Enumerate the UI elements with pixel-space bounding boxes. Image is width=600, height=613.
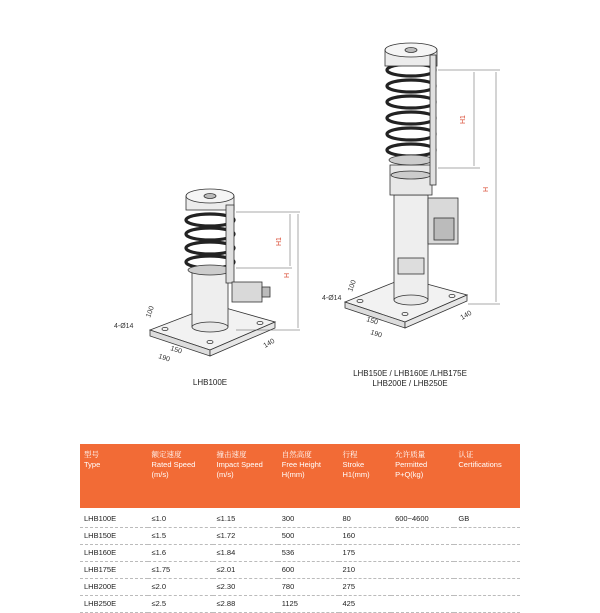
right-dim-holes: 4-Ø14 bbox=[322, 295, 342, 302]
cell-rated-speed: ≤1.0 bbox=[148, 508, 213, 528]
header-certifications: 认证 Certifications bbox=[458, 450, 502, 469]
table-row bbox=[80, 528, 520, 545]
left-dim-h1: H1 bbox=[276, 237, 283, 246]
cell-certifications bbox=[454, 562, 520, 579]
cell-rated-speed: ≤1.5 bbox=[148, 528, 213, 545]
cell-type: LHB175E bbox=[80, 562, 148, 579]
left-dim-holes: 4-Ø14 bbox=[114, 323, 134, 330]
cell-permitted bbox=[391, 596, 454, 613]
spec-table-header bbox=[80, 444, 520, 508]
header-stroke: 行程 Stroke H1(mm) bbox=[342, 450, 370, 479]
right-caption-line2: LHB200E / LHB250E bbox=[372, 379, 448, 388]
left-buffer-drawing bbox=[150, 189, 300, 356]
cell-free-height: 500 bbox=[278, 528, 339, 545]
right-dim-190: 190 bbox=[369, 329, 383, 340]
cell-type: LHB250E bbox=[80, 596, 148, 613]
cell-stroke: 80 bbox=[339, 508, 392, 528]
cell-impact-speed: ≤2.01 bbox=[213, 562, 278, 579]
cell-certifications bbox=[454, 545, 520, 562]
cell-permitted: 600~4600 bbox=[391, 508, 454, 528]
cell-free-height: 300 bbox=[278, 508, 339, 528]
cell-type: LHB160E bbox=[80, 545, 148, 562]
cell-impact-speed: ≤1.15 bbox=[213, 508, 278, 528]
header-free-height: 自然高度 Free Height H(mm) bbox=[281, 450, 321, 479]
right-dim-h1: H1 bbox=[460, 115, 467, 124]
right-buffer-drawing bbox=[345, 43, 500, 328]
cell-free-height: 1125 bbox=[278, 596, 339, 613]
right-dim-100: 100 bbox=[347, 279, 358, 293]
cell-free-height: 780 bbox=[278, 579, 339, 596]
cell-free-height: 536 bbox=[278, 545, 339, 562]
cell-stroke: 160 bbox=[339, 528, 392, 545]
cell-stroke: 275 bbox=[339, 579, 392, 596]
spec-table-body bbox=[80, 508, 520, 613]
cell-certifications: GB bbox=[454, 508, 520, 528]
table-row bbox=[80, 562, 520, 579]
table-row bbox=[80, 596, 520, 613]
cell-type: LHB200E bbox=[80, 579, 148, 596]
cell-certifications bbox=[454, 579, 520, 596]
table-row bbox=[80, 545, 520, 562]
cell-type: LHB100E bbox=[80, 508, 148, 528]
cell-permitted bbox=[391, 579, 454, 596]
right-caption-line1: LHB150E / LHB160E /LHB175E bbox=[353, 369, 467, 378]
cell-rated-speed: ≤1.6 bbox=[148, 545, 213, 562]
right-dim-150: 150 bbox=[365, 316, 379, 327]
header-type: 型号 Type bbox=[84, 450, 101, 469]
table-row bbox=[80, 579, 520, 596]
cell-stroke: 210 bbox=[339, 562, 392, 579]
cell-impact-speed: ≤1.72 bbox=[213, 528, 278, 545]
table-row bbox=[80, 508, 520, 528]
cell-rated-speed: ≤2.0 bbox=[148, 579, 213, 596]
right-dim-140: 140 bbox=[459, 309, 474, 322]
left-caption: LHB100E bbox=[192, 378, 228, 387]
left-dim-140: 140 bbox=[262, 337, 277, 350]
cell-rated-speed: ≤1.75 bbox=[148, 562, 213, 579]
cell-free-height: 600 bbox=[278, 562, 339, 579]
cell-impact-speed: ≤1.84 bbox=[213, 545, 278, 562]
left-dim-150: 150 bbox=[169, 345, 183, 356]
cell-impact-speed: ≤2.88 bbox=[213, 596, 278, 613]
cell-rated-speed: ≤2.5 bbox=[148, 596, 213, 613]
cell-permitted bbox=[391, 545, 454, 562]
right-dim-h: H bbox=[483, 186, 490, 192]
cell-stroke: 425 bbox=[339, 596, 392, 613]
header-impact-speed: 撞击速度 Impact Speed (m/s) bbox=[216, 450, 263, 479]
cell-permitted bbox=[391, 528, 454, 545]
left-dim-100: 100 bbox=[145, 305, 156, 319]
cell-impact-speed: ≤2.30 bbox=[213, 579, 278, 596]
cell-certifications bbox=[454, 596, 520, 613]
left-dim-h: H bbox=[284, 272, 291, 278]
cell-stroke: 175 bbox=[339, 545, 392, 562]
cell-certifications bbox=[454, 528, 520, 545]
cell-type: LHB150E bbox=[80, 528, 148, 545]
cell-permitted bbox=[391, 562, 454, 579]
left-dim-190: 190 bbox=[157, 353, 171, 364]
spec-table bbox=[80, 444, 520, 613]
header-permitted: 允许质量 Permitted P+Q(kg) bbox=[395, 450, 428, 479]
header-rated-speed: 额定速度 Rated Speed (m/s) bbox=[151, 450, 196, 479]
